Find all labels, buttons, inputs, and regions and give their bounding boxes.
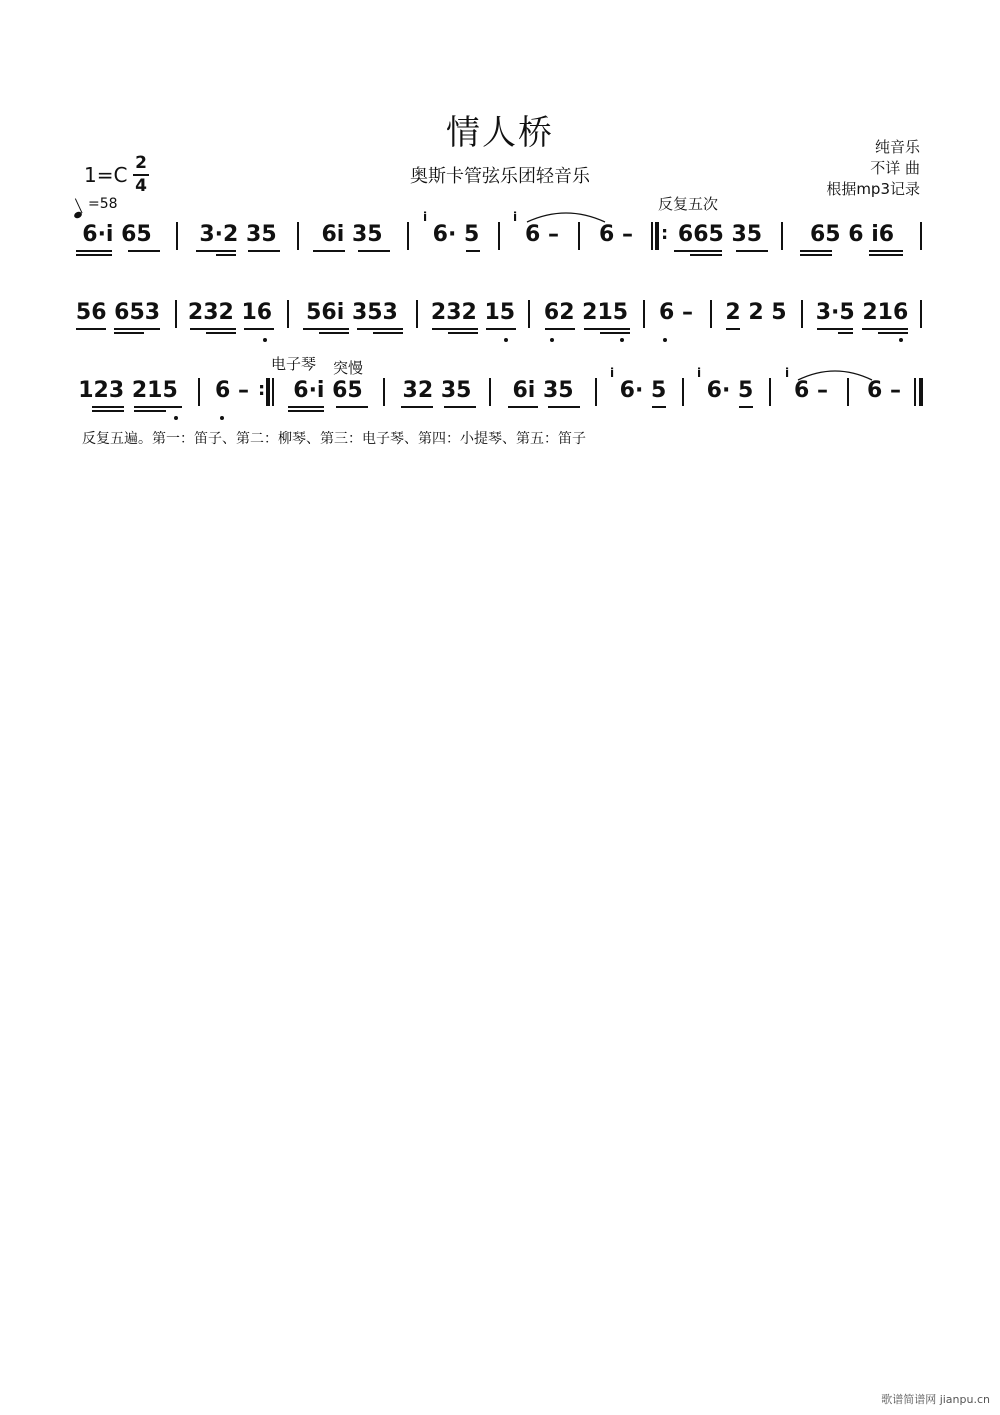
underline: [869, 250, 903, 252]
underline-double: [92, 410, 124, 412]
underline: [128, 250, 160, 252]
underline: [444, 406, 476, 408]
underline: [584, 328, 630, 330]
barline: [176, 222, 178, 250]
repeat-dots: :: [661, 223, 669, 244]
barline: [847, 378, 849, 406]
repeat-start-barline: [655, 222, 659, 250]
underline: [401, 406, 433, 408]
grace-note: i: [423, 210, 428, 224]
barline: [920, 300, 922, 328]
underline-double: [869, 254, 903, 256]
barline: [175, 300, 177, 328]
measure-3-8: 6 –: [794, 378, 828, 403]
grace-note: i: [785, 366, 790, 380]
barline: [595, 378, 597, 406]
measure-1-3: 6i 35: [321, 222, 383, 247]
underline-double: [319, 332, 349, 334]
barline: [407, 222, 409, 250]
measure-3-1: 123 215: [78, 378, 178, 403]
measure-1-5: 6 –: [525, 222, 559, 247]
underline-double: [448, 332, 478, 334]
final-barline: [914, 378, 916, 406]
octave-dot-below: [550, 338, 554, 342]
underline: [303, 328, 349, 330]
repeat-end-barline: [266, 378, 270, 406]
underline: [652, 406, 666, 408]
underline: [76, 250, 112, 252]
barline: [781, 222, 783, 250]
underline: [674, 250, 722, 252]
underline: [288, 406, 324, 408]
time-signature: [133, 154, 149, 196]
measure-2-1: 56 653: [75, 300, 161, 325]
underline: [739, 406, 753, 408]
grace-note: i: [610, 366, 615, 380]
underline: [313, 250, 345, 252]
barline: [416, 300, 418, 328]
credit-genre: 纯音乐: [874, 138, 920, 156]
tempo-marking: [74, 196, 118, 218]
barline: [578, 222, 580, 250]
measure-1-4: 6· 5: [432, 222, 480, 247]
watermark: 歌谱简谱网 jianpu.cn: [881, 1393, 990, 1406]
measure-3-9: 6 –: [867, 378, 901, 403]
underline: [76, 328, 106, 330]
grace-note: i: [513, 210, 518, 224]
underline-double: [373, 332, 403, 334]
time-signature-bottom: 4: [135, 176, 147, 196]
barline: [682, 378, 684, 406]
underline-double: [288, 410, 324, 412]
measure-3-4: 32 35: [402, 378, 472, 403]
octave-dot-below: [663, 338, 667, 342]
barline: [769, 378, 771, 406]
underline: [466, 250, 480, 252]
annotation-repeat-five: 反复五次: [658, 195, 719, 213]
underline: [486, 328, 516, 330]
underline: [508, 406, 538, 408]
underline-double: [600, 332, 630, 334]
barline: [489, 378, 491, 406]
measure-1-1: 6·i 65: [82, 222, 152, 247]
measure-2-5: 62 215: [543, 300, 629, 325]
barline: [801, 300, 803, 328]
slur-tie: [796, 366, 874, 382]
underline-double: [76, 254, 112, 256]
annotation-electronic-keyboard: 电子琴: [271, 355, 317, 373]
underline: [800, 250, 832, 252]
barline: [287, 300, 289, 328]
barline: [920, 222, 922, 250]
measure-1-7: 665 35: [677, 222, 763, 247]
octave-dot-below: [220, 416, 224, 420]
credit-source: 根据mp3记录: [826, 180, 920, 198]
annotation-sudden-slow: 突慢: [333, 359, 364, 377]
measure-3-3: 6·i 65: [293, 378, 363, 403]
underline: [736, 250, 768, 252]
underline: [248, 250, 280, 252]
barline: [498, 222, 500, 250]
octave-dot-below: [899, 338, 903, 342]
octave-dot-below: [263, 338, 267, 342]
octave-dot-below: [620, 338, 624, 342]
song-subtitle: 奥斯卡管弦乐团轻音乐: [410, 166, 590, 187]
measure-3-5: 6i 35: [512, 378, 574, 403]
measure-1-6: 6 –: [599, 222, 633, 247]
underline: [357, 328, 403, 330]
quarter-note-icon: [73, 211, 83, 220]
octave-dot-below: [174, 416, 178, 420]
underline: [244, 328, 274, 330]
underline: [548, 406, 580, 408]
barline: [383, 378, 385, 406]
measure-3-6: 6· 5: [619, 378, 667, 403]
barline: [198, 378, 200, 406]
underline: [336, 406, 368, 408]
measure-2-3: 56i 353: [306, 300, 398, 325]
slur-tie: [525, 208, 607, 224]
tempo-value: =58: [88, 196, 118, 212]
underline: [114, 328, 160, 330]
grace-note: i: [697, 366, 702, 380]
underline-double: [838, 332, 853, 334]
key-signature: 1=C: [84, 163, 128, 187]
measure-3-2: 6 –: [215, 378, 249, 403]
underline: [134, 406, 182, 408]
measure-3-7: 6· 5: [706, 378, 754, 403]
underline: [862, 328, 908, 330]
underline-double: [878, 332, 908, 334]
measure-2-7: 2 2 5: [725, 300, 787, 325]
underline: [190, 328, 236, 330]
measure-1-8: 65 6 i6: [809, 222, 895, 247]
final-barline-thick: [919, 378, 923, 406]
underline: [545, 328, 575, 330]
underline: [358, 250, 390, 252]
measure-2-2: 232 16: [187, 300, 273, 325]
barline: [297, 222, 299, 250]
underline: [726, 328, 740, 330]
barline: [272, 378, 274, 406]
underline-double: [216, 254, 236, 256]
underline-double: [134, 410, 166, 412]
barline: [528, 300, 530, 328]
repeat-dots: :: [258, 379, 266, 400]
octave-dot-below: [504, 338, 508, 342]
credit-composer: 不详 曲: [870, 159, 920, 177]
barline: [643, 300, 645, 328]
measure-2-6: 6 –: [659, 300, 693, 325]
song-title: 情人桥: [446, 113, 554, 153]
measure-2-8: 3·5 216: [815, 300, 909, 325]
underline-double: [800, 254, 832, 256]
underline: [432, 328, 478, 330]
measure-2-4: 232 15: [430, 300, 516, 325]
underline-double: [690, 254, 722, 256]
barline: [710, 300, 712, 328]
time-signature-top: 2: [135, 153, 147, 173]
barline: [651, 222, 653, 250]
underline: [817, 328, 853, 330]
footer-note: 反复五遍。第一：笛子、第二：柳琴、第三：电子琴、第四：小提琴、第五：笛子: [82, 431, 586, 447]
underline: [196, 250, 236, 252]
measure-1-2: 3·2 35: [199, 222, 277, 247]
underline-double: [206, 332, 236, 334]
underline: [92, 406, 124, 408]
underline-double: [114, 332, 144, 334]
